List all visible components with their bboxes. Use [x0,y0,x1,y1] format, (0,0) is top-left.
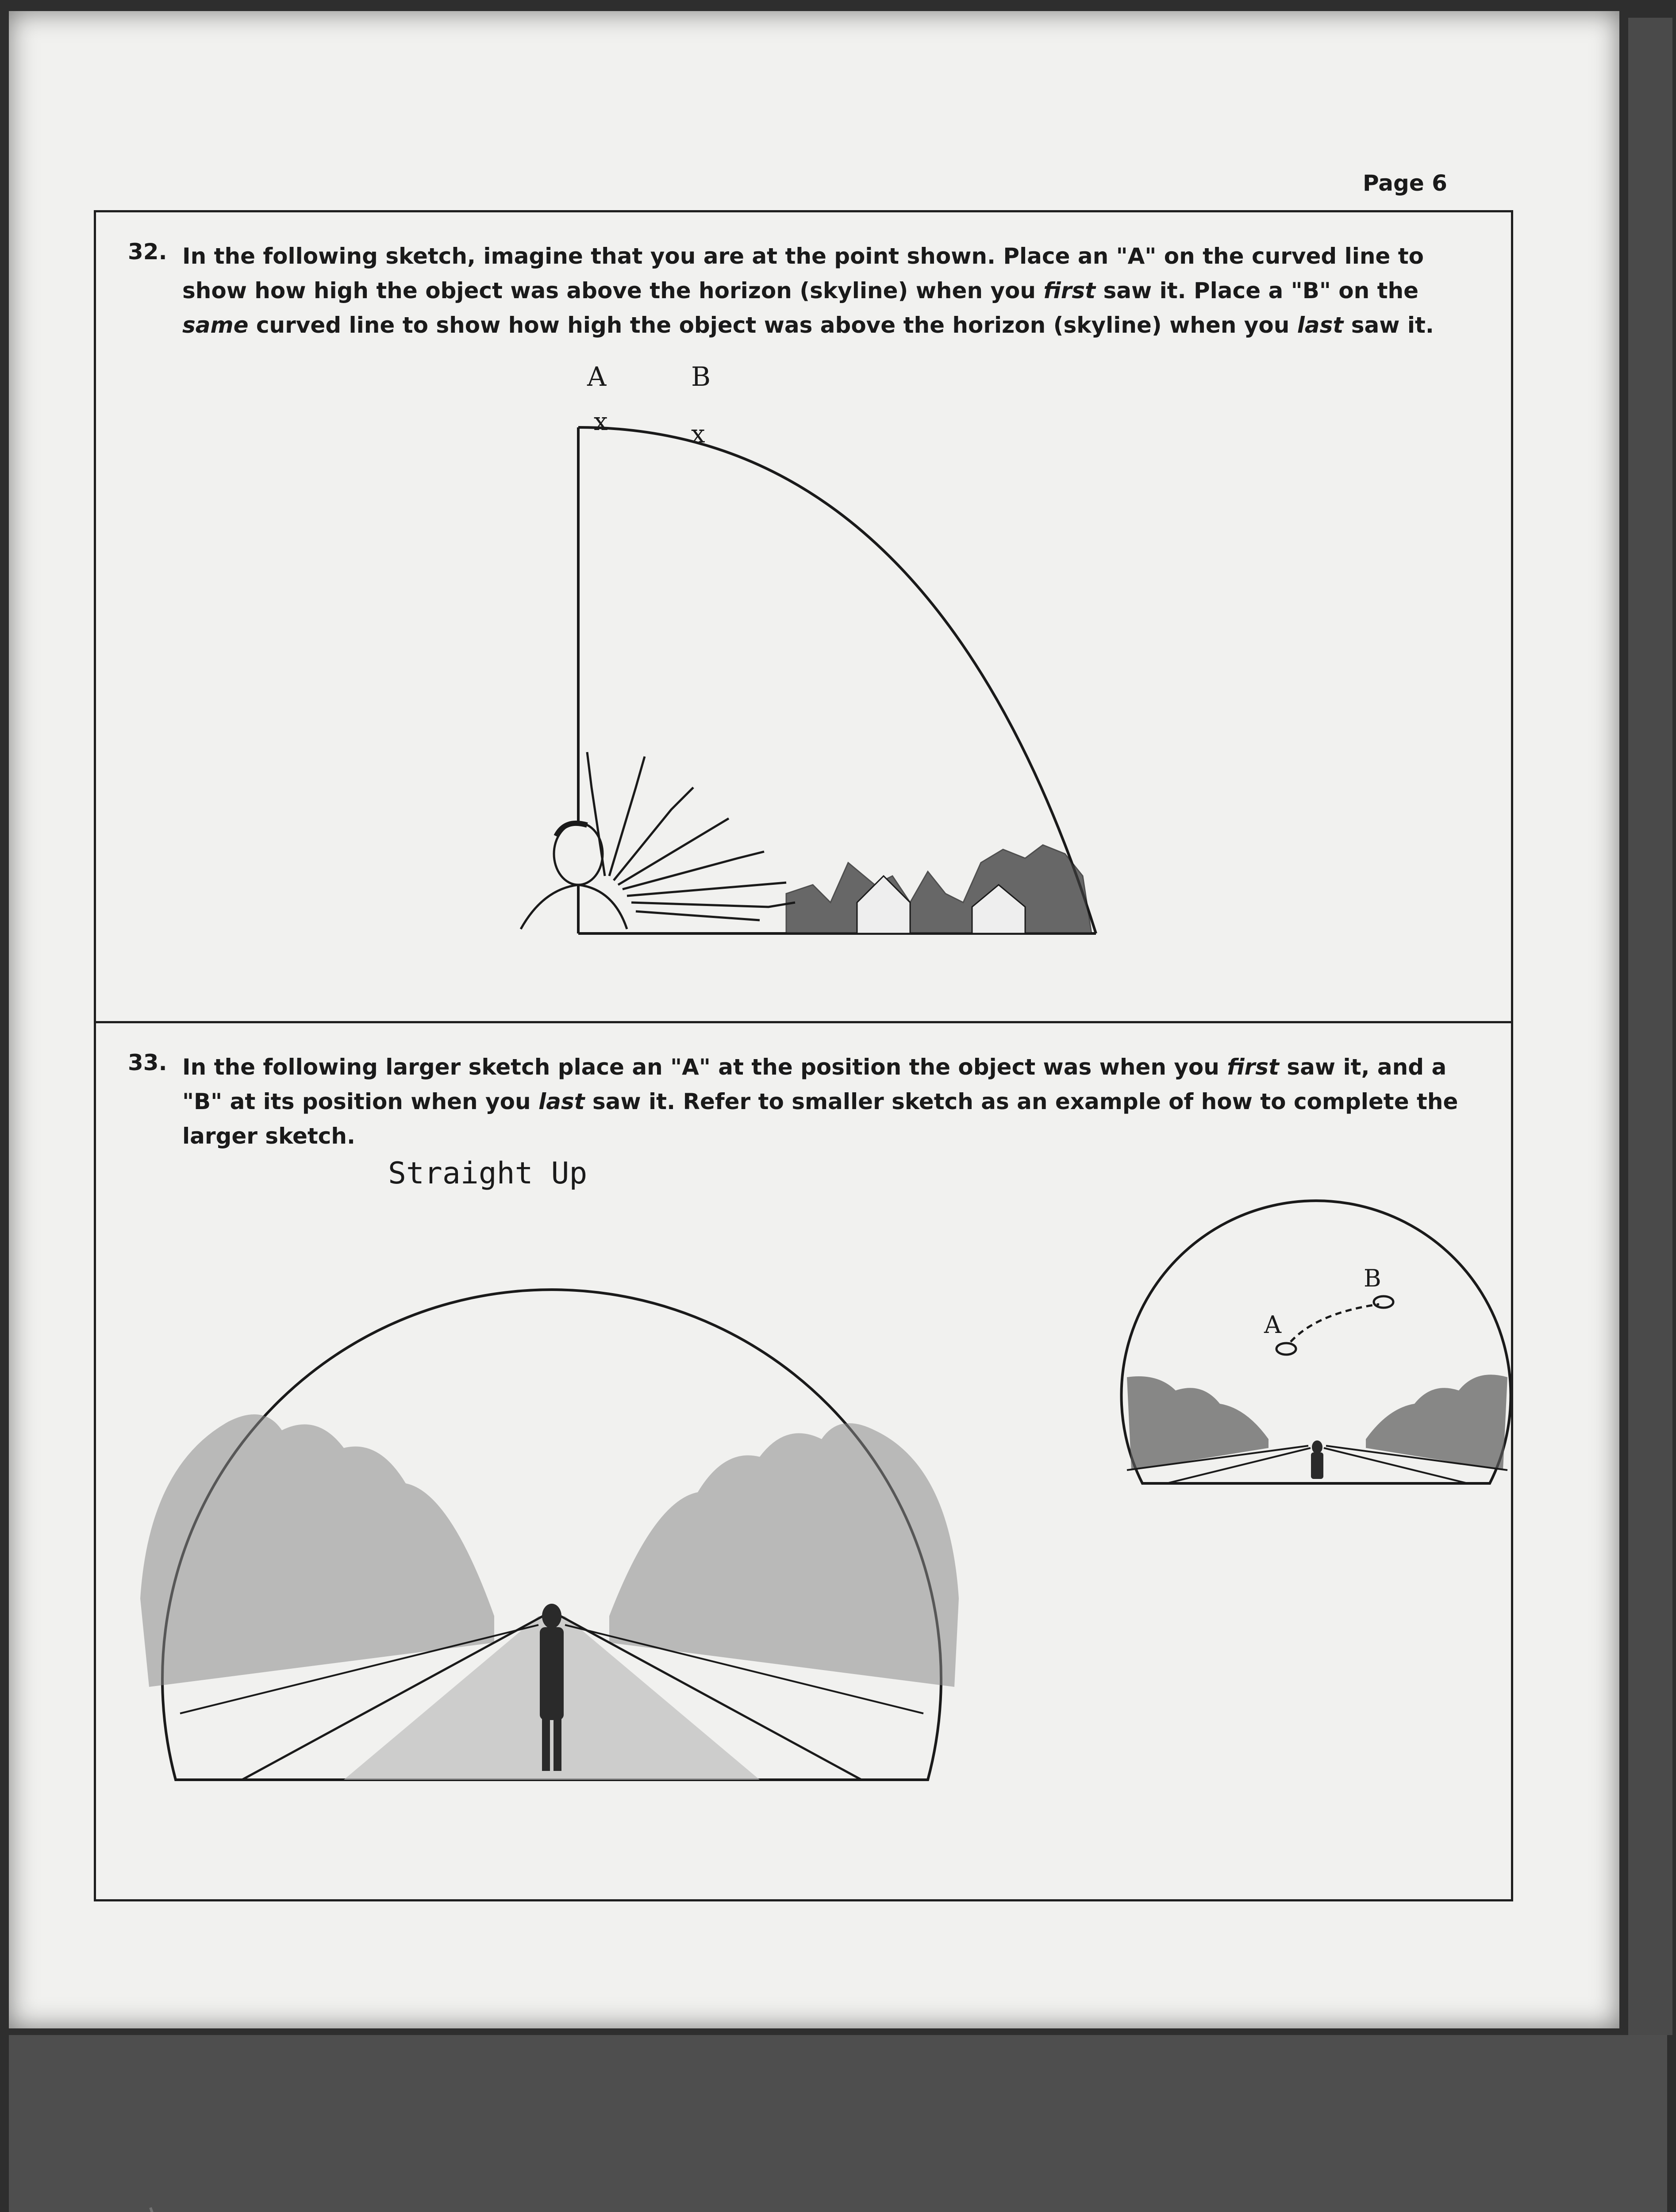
straight-up-label: Straight Up [388,1156,588,1191]
question-33-box [94,1021,1513,1901]
document-page [9,11,1619,2028]
example-label-b: B [1364,1264,1381,1292]
skyline-illustration [786,845,1092,933]
example-standing-figure [1311,1440,1323,1479]
example-dome-sketch [1121,1201,1511,1483]
example-label-a: A [1264,1311,1281,1339]
mark-a-x: x [594,407,608,436]
pointing-person-illustration [521,752,795,929]
mark-b-label: B [691,361,711,392]
question-32-text: In the following sketch, imagine that you are at the point shown. Place an "A" on the curved line to show how high the object was above the horizon (skyline) when you first saw it. Place a "B" on the same curved line to show how high the object was above the horizon (skyline) when you last saw it. [182,243,1434,338]
question-32-number: 32. [128,239,167,265]
question-33-text: In the following larger sketch place an "A" at the position the object was when you first saw it, and a "B" at its position when you last saw it. Refer to smaller sketch as an example of how to complete the larger sketch. [182,1054,1458,1149]
question-33-number: 33. [128,1050,167,1075]
mark-b-x: x [691,420,705,449]
page-number: Page 6 [1363,170,1447,196]
dome-sketches [96,1023,1511,1904]
question-32-box [94,210,1513,1024]
large-dome-sketch [140,1290,959,1780]
mark-a-label: A [587,361,607,392]
quarter-circle-sketch [96,212,1511,1026]
